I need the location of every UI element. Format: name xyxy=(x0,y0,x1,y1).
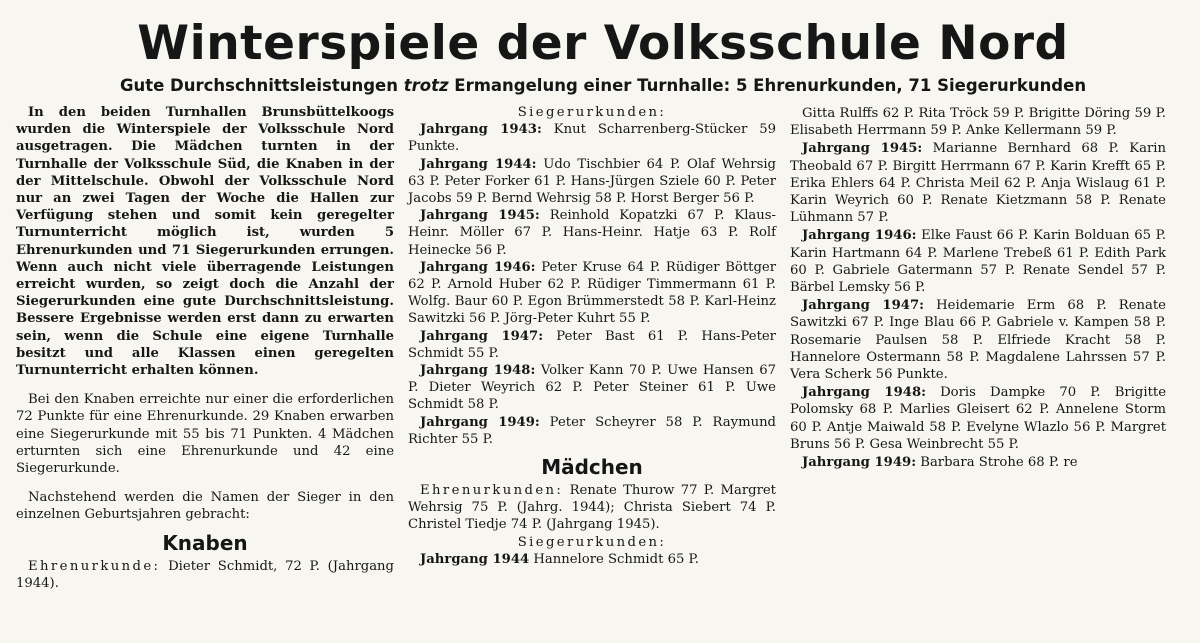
entry-text: Peter Scheyrer 58 P. Raymund Richter 55 P. xyxy=(408,414,777,447)
list-item xyxy=(408,259,776,328)
ehrenurkunden-text: Renate Thurow 77 P. Margret Wehrsig 75 P. (Jahrg. 1944); Christa Siebert 74 P. Christel Tiedje 74 P. (Jahrgang 1945). xyxy=(408,483,776,533)
entry-text: Elke Faust 66 P. Karin Bolduan 65 P. Karin Hartmann 64 P. Marlene Trebeß 61 P. Edith Park 60 P. Gabriele Gatermann 57 P. Renate Sendel 57 P. Bärbel Lemsky 56 P. xyxy=(790,228,1167,296)
maedchen-heading: Mädchen xyxy=(541,455,643,480)
year-label: Jahrgang 1948: xyxy=(420,363,536,379)
entry-text: Knut Scharrenberg-Stücker 59 Punkte. xyxy=(408,122,776,155)
subheadline-part-b: trotz xyxy=(403,76,449,95)
siegerurkunden-label: Siegerurkunden: xyxy=(517,105,667,120)
entry-text: Reinhold Kopatzki 67 P. Klaus-Heinr. Möller 67 P. Hans-Heinr. Hatje 63 P. Rolf Heinecke 56 P. xyxy=(408,208,776,258)
list-item xyxy=(790,297,1166,383)
list-item xyxy=(408,328,776,362)
list-item xyxy=(408,362,776,414)
ehrenurkunden-label: Ehrenurkunden: xyxy=(420,483,564,499)
list-item xyxy=(790,454,1166,471)
list-item xyxy=(790,140,1166,226)
lead-paragraph: In den beiden Turnhallen Brunsbüttelkoogs wurden die Winterspiele der Volksschule Nord ausgetragen. Die Mädchen turnten in der Turnhalle der Volksschule Süd, die Knaben in der der Mittelschule. Obwohl der Volksschule Nord nur an zwei Tagen der Woche die Hallen zur Verfügung stehen und somit kein geregelter Turnunterricht möglich ist, wurden 5 Ehrenurkunden und 71 Siegerurkunden errungen. Wenn auch nicht viele überragende Leistungen erreicht wurden, so zeigt doch die Anzahl der Siegerurkunden eine gute Durchschnittsleistung. Bessere Ergebnisse werden erst dann zu erwarten sein, wenn die Schule eine eigene Turnhalle besitzt und alle Klassen einen geregelten Turnunterricht erhalten können. xyxy=(16,105,394,379)
entry-text: Marianne Bernhard 68 P. Karin Theobald 67 P. Birgitt Herrmann 67 P. Karin Krefft 65 P. Erika Ehlers 64 P. Christa Meil 62 P. Anja Wislaug 61 P. Karin Weyrich 60 P. Renate Kietzmann 58 P. Renate Lühmann 57 P. xyxy=(790,141,1166,226)
year-label: Jahrgang 1948: xyxy=(802,385,926,401)
ehrenurkunde-label: Ehrenurkunde: xyxy=(28,558,161,574)
ehrenurkunde-text: Dieter Schmidt, 72 P. (Jahrgang 1944). xyxy=(16,558,394,591)
entry-text: Hannelore Schmidt 65 P. xyxy=(529,551,699,567)
siegerurkunden-label-maedchen: Siegerurkunden: xyxy=(517,534,667,550)
subheadline xyxy=(16,74,1190,98)
headline: Winterspiele der Volksschule Nord xyxy=(137,16,1069,71)
paragraph-intro-names: Nachstehend werden die Namen der Sieger in den einzelnen Geburtsjahren gebracht: xyxy=(16,490,394,523)
subheadline-part-a: Gute Durchschnittsleistungen xyxy=(119,76,404,95)
list-item xyxy=(790,227,1166,296)
list-item xyxy=(408,156,776,208)
year-label: Jahrgang 1945: xyxy=(802,141,923,157)
column-1 xyxy=(16,104,394,592)
entry-text: Peter Bast 61 P. Hans-Peter Schmidt 55 P. xyxy=(408,328,776,361)
year-label: Jahrgang 1945: xyxy=(420,208,540,224)
continuation-text: Gitta Rulffs 62 P. Rita Tröck 59 P. Brigitte Döring 59 P. Elisabeth Herrmann 59 P. Anke Kellermann 59 P. xyxy=(790,106,1166,139)
knaben-heading: Knaben xyxy=(162,530,248,555)
entry-text: Doris Dampke 70 P. Brigitte Polomsky 68 P. Marlies Gleisert 62 P. Annelene Storm 60 P. Antje Maiwald 58 P. Evelyne Wlazlo 56 P. Margret Bruns 56 P. Gesa Weinbrecht 55 P. xyxy=(790,385,1166,452)
list-item xyxy=(408,121,776,155)
column-2 xyxy=(408,104,776,592)
year-label: Jahrgang 1943: xyxy=(420,122,542,138)
entry-text: Heidemarie Erm 68 P. Renate Sawitzki 67 P. Inge Blau 66 P. Gabriele v. Kampen 58 P. Rosemarie Paulsen 58 P. Elfriede Kracht 58 P. Hannelore Ostermann 58 P. Magdalene Lahrssen 57 P. Vera Scherk 56 Punkte. xyxy=(790,298,1166,383)
entry-text: Volker Kann 70 P. Uwe Hansen 67 P. Dieter Weyrich 62 P. Peter Steiner 61 P. Uwe Schmidt 58 P. xyxy=(408,363,776,413)
subheadline-part-c: Ermangelung einer Turnhalle: 5 Ehrenurkunden, 71 Siegerurkunden xyxy=(448,76,1087,95)
year-label: Jahrgang 1944: xyxy=(420,156,537,172)
column-3 xyxy=(790,104,1166,592)
list-item xyxy=(408,207,776,259)
year-label: Jahrgang 1947: xyxy=(802,298,925,314)
maedchen-ehrenurkunden xyxy=(408,482,776,534)
year-label: Jahrgang 1947: xyxy=(420,328,544,344)
list-item xyxy=(408,551,776,568)
year-label: Jahrgang 1946: xyxy=(420,259,536,275)
year-label: Jahrgang 1949: xyxy=(802,455,917,471)
paragraph-knaben-summary: Bei den Knaben erreichte nur einer die erforderlichen 72 Punkte für eine Ehrenurkunde. 29 Knaben erwarben eine Siegerurkunde mit 55 bis 71 Punkten. 4 Mädchen erturnten sich eine Ehrenurkunde und 42 eine Siegerurkunde. xyxy=(16,392,394,477)
year-label: Jahrgang 1946: xyxy=(802,228,917,244)
article-columns xyxy=(16,104,1190,592)
list-item xyxy=(790,384,1166,453)
year-label: Jahrgang 1944 xyxy=(420,551,530,567)
knaben-ehrenurkunde xyxy=(16,558,394,592)
entry-text: Peter Kruse 64 P. Rüdiger Böttger 62 P. Arnold Huber 62 P. Rüdiger Timmermann 61 P. Wolfg. Baur 60 P. Egon Brümmerstedt 58 P. Karl-Heinz Sawitzki 56 P. Jörg-Peter Kuhrt 55 P. xyxy=(408,259,776,327)
year-label: Jahrgang 1949: xyxy=(420,414,540,430)
list-item xyxy=(408,414,776,448)
entry-text: Barbara Strohe 68 P. re xyxy=(916,455,1078,471)
entry-text: Udo Tischbier 64 P. Olaf Wehrsig 63 P. Peter Forker 61 P. Hans-Jürgen Sziele 60 P. Peter Jacobs 59 P. Bernd Wehrsig 58 P. Horst Berger 56 P. xyxy=(408,156,776,207)
